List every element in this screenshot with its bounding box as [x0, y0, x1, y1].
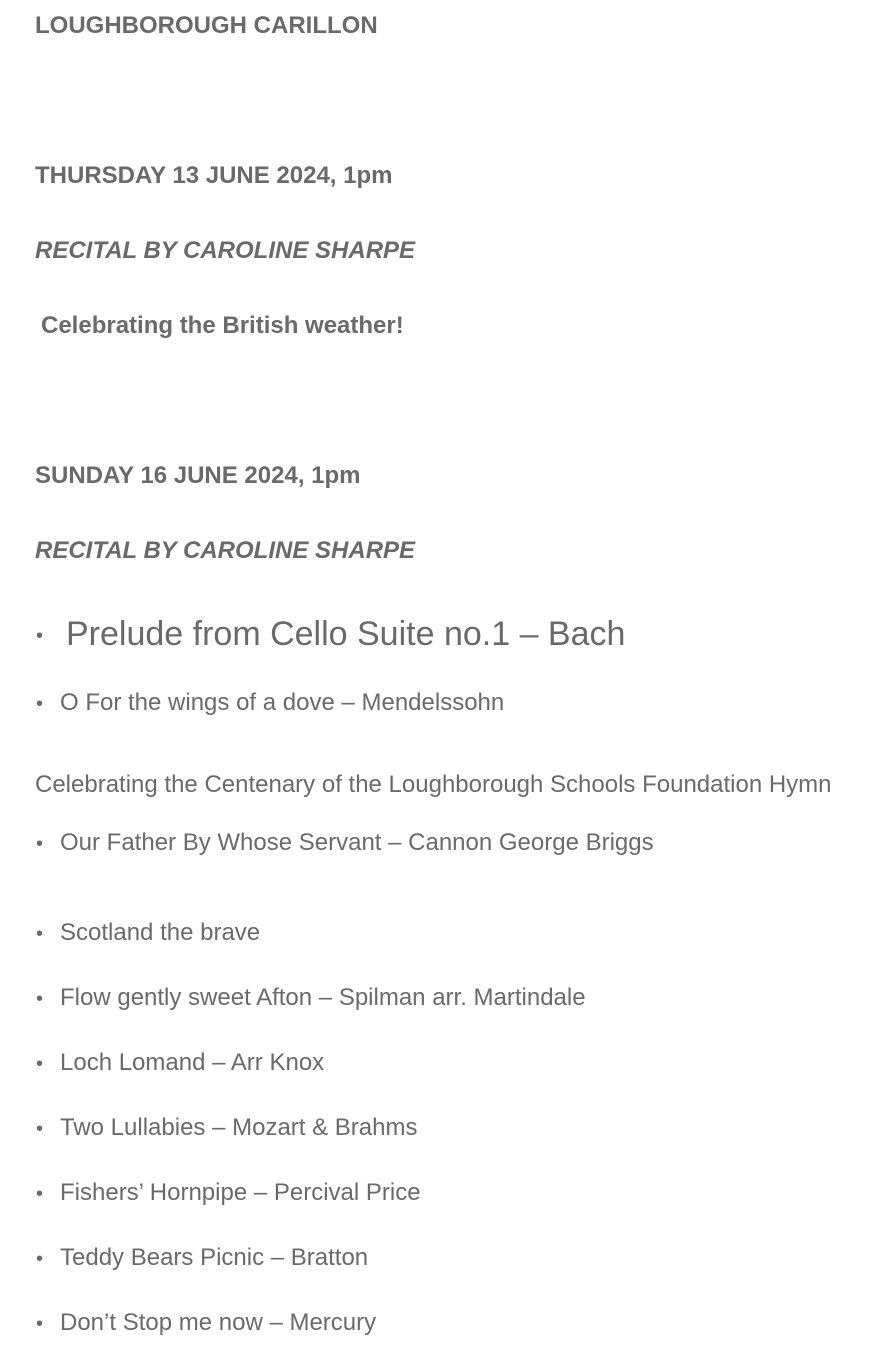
list-item	[36, 1178, 421, 1209]
list-item	[36, 614, 625, 656]
bullet-icon: •	[36, 1312, 44, 1335]
list-item	[36, 1243, 368, 1274]
event2-date: SUNDAY 16 JUNE 2024, 1pm	[35, 462, 361, 489]
list-item-text: Prelude from Cello Suite no.1 – Bach	[66, 615, 626, 653]
event1-date: THURSDAY 13 JUNE 2024, 1pm	[35, 162, 393, 189]
list-item-text: Fishers’ Hornpipe – Percival Price	[60, 1179, 421, 1206]
bullet-icon: •	[36, 987, 44, 1010]
bullet-icon: •	[36, 692, 44, 715]
list-item	[36, 828, 654, 859]
list-item-text: Scotland the brave	[60, 919, 261, 946]
list-item	[36, 1113, 417, 1144]
list-item	[36, 1308, 376, 1339]
list-item	[36, 983, 586, 1014]
bullet-icon: •	[36, 625, 44, 648]
event1-recital: RECITAL BY CAROLINE SHARPE	[35, 237, 416, 264]
event2-recital: RECITAL BY CAROLINE SHARPE	[35, 537, 416, 564]
list-item	[36, 1048, 324, 1079]
page-heading: LOUGHBOROUGH CARILLON	[35, 12, 378, 39]
bullet-icon: •	[36, 1247, 44, 1270]
bullet-icon: •	[36, 1052, 44, 1075]
bullet-icon: •	[36, 922, 44, 945]
list-item	[36, 688, 504, 719]
list-item-text: Loch Lomand – Arr Knox	[60, 1049, 325, 1076]
bullet-icon: •	[36, 832, 44, 855]
list-item	[36, 918, 260, 949]
event1-theme: Celebrating the British weather!	[41, 312, 404, 339]
list-item-text: Teddy Bears Picnic – Bratton	[60, 1244, 369, 1271]
list-item-text: Don’t Stop me now – Mercury	[60, 1309, 377, 1336]
list-item-text: Two Lullabies – Mozart & Brahms	[60, 1114, 418, 1141]
centenary-heading: Celebrating the Centenary of the Loughborough Schools Foundation Hymn	[35, 771, 832, 798]
bullet-icon: •	[36, 1182, 44, 1205]
bullet-icon: •	[36, 1117, 44, 1140]
list-item-text: O For the wings of a dove – Mendelssohn	[60, 689, 505, 716]
list-item-text: Our Father By Whose Servant – Cannon George Briggs	[60, 829, 654, 856]
list-item-text: Flow gently sweet Afton – Spilman arr. Martindale	[60, 984, 586, 1011]
